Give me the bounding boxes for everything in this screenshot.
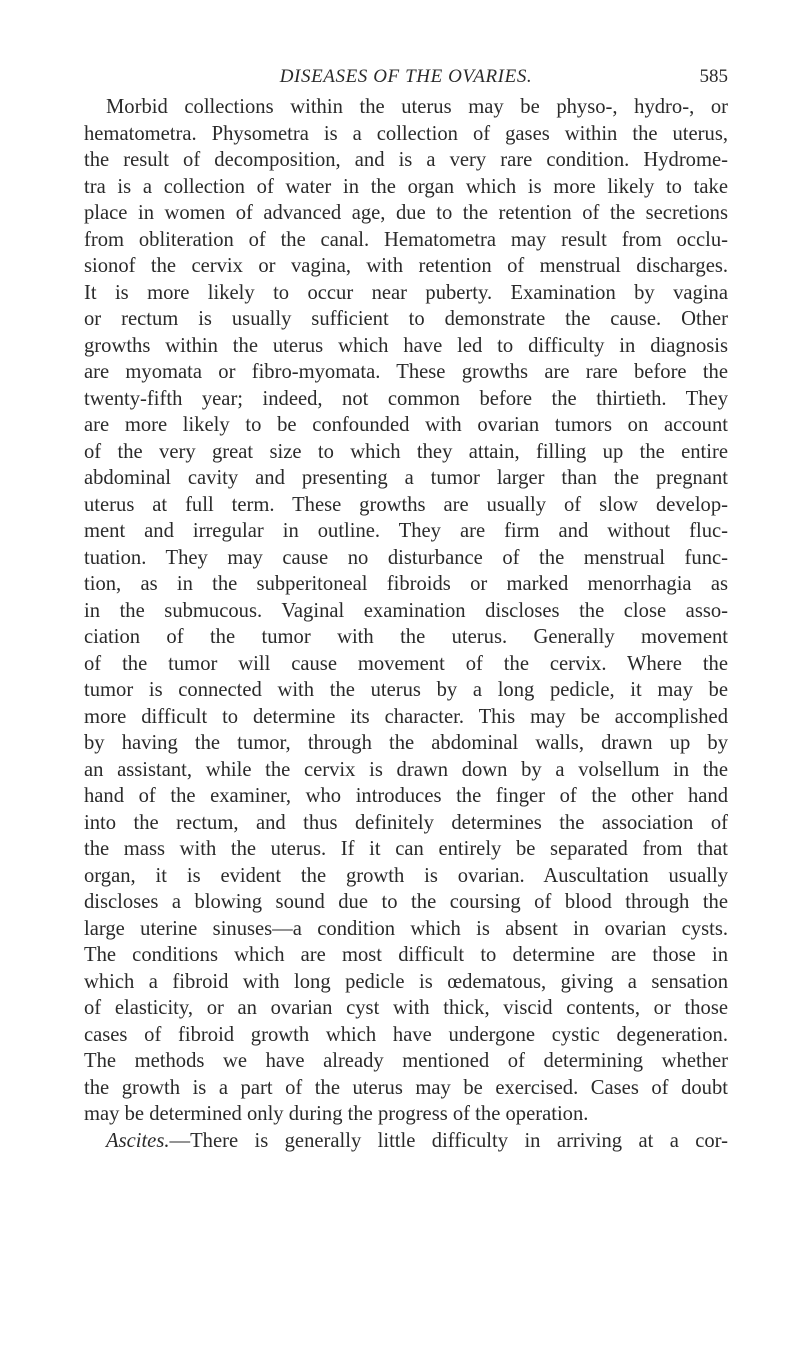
text-line: may be determined only during the progress of the operation. — [84, 1103, 589, 1125]
running-title: DISEASES OF THE OVARIES. — [279, 66, 533, 87]
text-line: tumor is connected with the uterus by a long pedicle, it may be — [84, 679, 728, 701]
text-line: large uterine sinuses—a condition which is absent in ovarian cysts. — [84, 917, 728, 940]
text-line: or rectum is usually sufficient to demonstrate the cause. Other — [84, 308, 728, 330]
text-line: which a fibroid with long pedicle is œdematous, giving a sensation — [84, 970, 728, 993]
text-line: more difficult to determine its character. This may be accomplished — [84, 705, 728, 728]
text-line: hematometra. Physometra is a collection of gases within the uterus, — [84, 122, 728, 145]
text-line: an assistant, while the cervix is drawn down by a volsellum in the — [84, 758, 728, 781]
text-line: ciation of the tumor with the uterus. Generally movement — [84, 626, 728, 648]
section-heading-ascites: Ascites. — [106, 1129, 170, 1152]
text-line: twenty-fifth year; indeed, not common before the thirtieth. They — [84, 387, 728, 410]
text-line: The methods we have already mentioned of determining whether — [84, 1050, 728, 1072]
text-line: growths within the uterus which have led to difficulty in diagnosis — [84, 334, 728, 357]
text-line: the mass with the uterus. If it can entirely be separated from that — [84, 838, 728, 860]
text-line-ascites — [84, 1128, 728, 1155]
text-line: of the tumor will cause movement of the cervix. Where the — [84, 652, 728, 675]
body-text — [84, 94, 728, 1154]
text-line: sionof the cervix or vagina, with retention of menstrual discharges. — [84, 255, 728, 277]
text-line: organ, it is evident the growth is ovarian. Auscultation usually — [84, 864, 728, 887]
text-line: of the very great size to which they attain, filling up the entire — [84, 440, 728, 463]
text-line: tion, as in the subperitoneal fibroids or marked menorrhagia as — [84, 573, 728, 595]
text-line: of elasticity, or an ovarian cyst with thick, viscid contents, or those — [84, 997, 728, 1019]
text-line: cases of fibroid growth which have undergone cystic degeneration. — [84, 1023, 728, 1046]
text-line: tra is a collection of water in the organ which is more likely to take — [84, 175, 728, 198]
text-line: hand of the examiner, who introduces the finger of the other hand — [84, 785, 728, 807]
text-line: tuation. They may cause no disturbance of the menstrual func- — [84, 546, 728, 569]
text-line: place in women of advanced age, due to the retention of the secretions — [84, 202, 728, 224]
text-line: from obliteration of the canal. Hematometra may result from occlu- — [84, 228, 728, 251]
text-line: the result of decomposition, and is a very rare condition. Hydrome- — [84, 149, 728, 171]
page-number: 585 — [699, 66, 728, 87]
ascites-text: —There is generally little difficulty in arriving at a cor- — [169, 1129, 728, 1152]
paragraph-ascites — [84, 1128, 728, 1155]
text-line: the growth is a part of the uterus may be exercised. Cases of doubt — [84, 1076, 728, 1099]
text-line: ment and irregular in outline. They are firm and without fluc- — [84, 520, 728, 542]
text-line: into the rectum, and thus definitely determines the association of — [84, 811, 728, 834]
text-line: The conditions which are most difficult to determine are those in — [84, 944, 728, 966]
paragraph-morbid-collections — [84, 94, 728, 1128]
text-line: Morbid collections within the uterus may be physo-, hydro-, or — [106, 96, 728, 118]
text-line: in the submucous. Vaginal examination discloses the close asso- — [84, 599, 728, 622]
text-line: uterus at full term. These growths are usually of slow develop- — [84, 493, 728, 516]
text-line: by having the tumor, through the abdominal walls, drawn up by — [84, 732, 728, 754]
text-line: are myomata or fibro-myomata. These growths are rare before the — [84, 361, 728, 383]
text-line: are more likely to be confounded with ovarian tumors on account — [84, 414, 728, 436]
text-line: abdominal cavity and presenting a tumor larger than the pregnant — [84, 467, 728, 489]
text-line: discloses a blowing sound due to the coursing of blood through the — [84, 891, 728, 913]
text-line: It is more likely to occur near puberty. Examination by vagina — [84, 281, 728, 304]
running-head — [84, 64, 728, 90]
